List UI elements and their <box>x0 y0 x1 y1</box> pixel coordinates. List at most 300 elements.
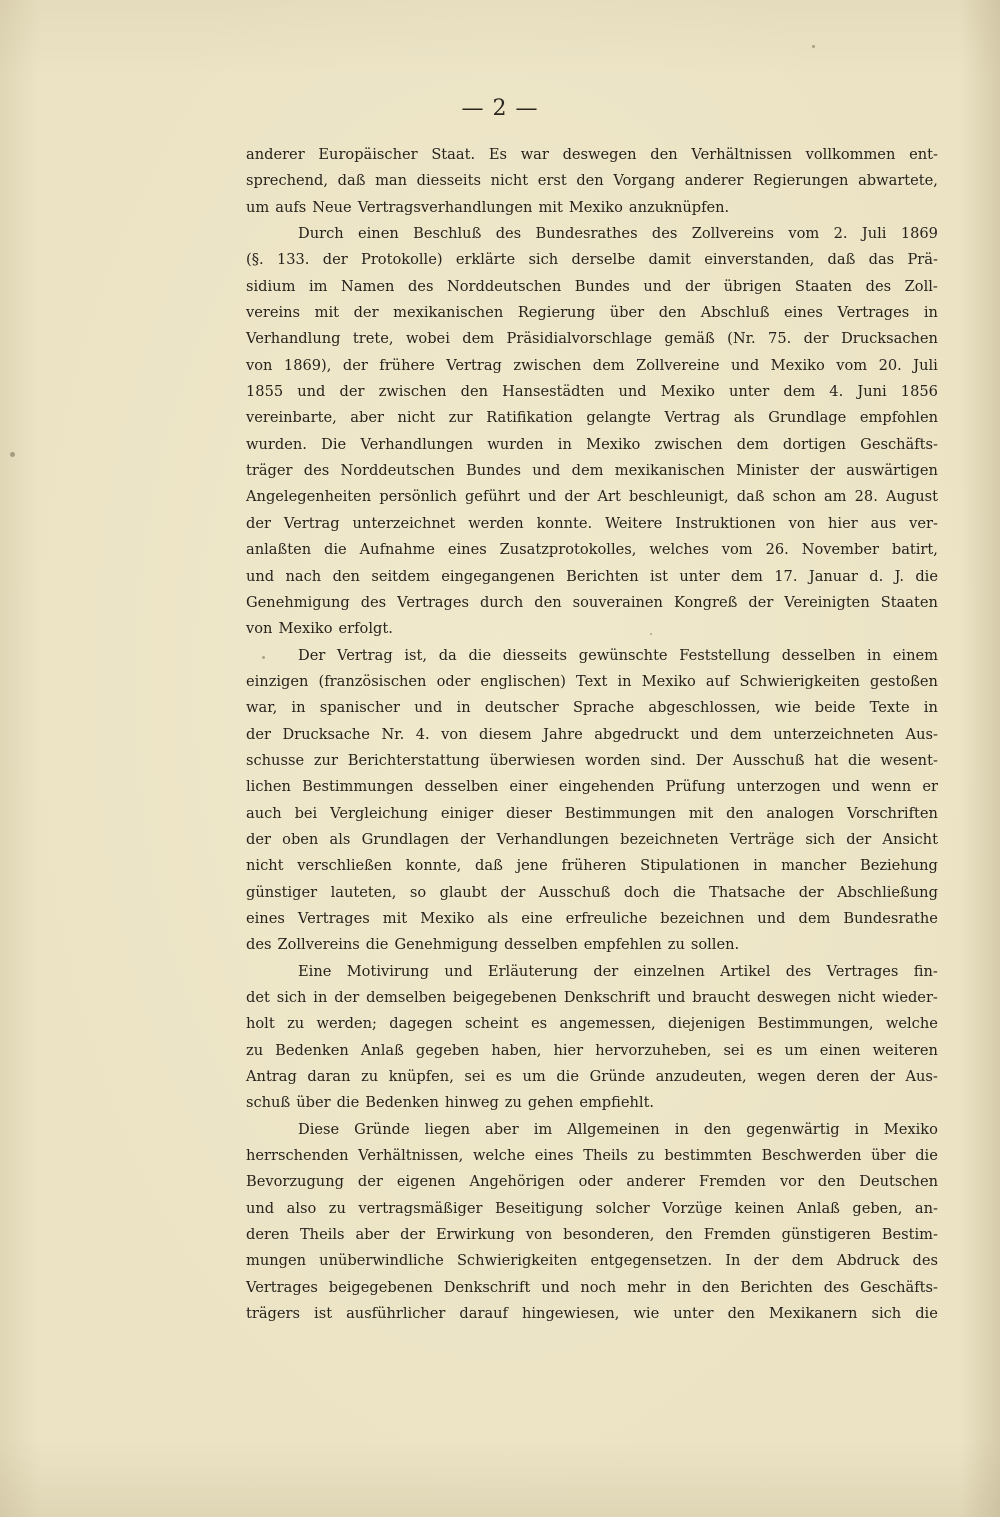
word: erfreuliche <box>565 909 648 927</box>
word: (§. <box>246 251 264 269</box>
text-line <box>246 748 938 774</box>
word: wenn <box>871 778 912 796</box>
word: der <box>339 383 365 401</box>
word: da <box>438 646 457 664</box>
word: die <box>365 936 389 954</box>
word: daß <box>827 251 856 269</box>
word: Weitere <box>605 514 663 532</box>
word: knüpfen, <box>388 1068 454 1086</box>
word: Durch <box>298 225 344 243</box>
word: zwischen <box>513 356 582 374</box>
word: desselben <box>424 778 499 796</box>
word: schuß <box>246 1094 291 1112</box>
word: von <box>788 514 816 532</box>
word: deren <box>246 1226 289 1244</box>
word: Motivirung <box>346 962 430 980</box>
word: und <box>643 277 672 295</box>
word: Verhältnissen <box>691 146 792 163</box>
word: Bedenken <box>365 1094 439 1112</box>
word: diesseits <box>416 172 481 190</box>
text-line <box>246 643 938 669</box>
word: dem <box>592 356 625 374</box>
word: um <box>784 1041 808 1059</box>
word: demselben <box>366 989 447 1006</box>
word: an- <box>914 1199 938 1217</box>
word: Januar <box>808 567 858 585</box>
word: mehr <box>627 1278 666 1296</box>
word: eine <box>521 909 553 927</box>
word: eines <box>447 541 487 559</box>
word: des <box>495 225 522 243</box>
word: Beschwerden <box>761 1147 862 1165</box>
word: werden; <box>316 1015 377 1033</box>
text-line <box>246 379 938 405</box>
word: verschließen <box>297 857 392 875</box>
word: auf <box>705 672 730 690</box>
word: wobei <box>405 330 450 348</box>
word: ist <box>649 567 669 585</box>
text-line <box>246 564 938 590</box>
word: des <box>407 277 434 295</box>
word: und <box>444 962 473 980</box>
word: einzigen <box>246 672 309 690</box>
word: und <box>657 989 686 1006</box>
word: der <box>803 330 829 348</box>
word: beigegebenen <box>452 989 557 1006</box>
word: gelangte <box>586 409 651 427</box>
word: Mexiko <box>770 356 825 374</box>
word: Ausschuß <box>538 883 611 901</box>
word: 28. <box>854 488 878 506</box>
word: Bestim- <box>881 1226 938 1244</box>
word: mit <box>314 304 340 322</box>
word: also <box>286 1199 317 1217</box>
word: deswegen <box>756 989 831 1006</box>
word: den <box>460 383 489 401</box>
word: erfolgt. <box>338 620 393 638</box>
text-line <box>246 590 938 616</box>
word: Allgemeinen <box>567 1120 660 1138</box>
word: der <box>400 1226 426 1244</box>
word: Mexikanern <box>768 1305 858 1323</box>
word: zu <box>504 1094 522 1112</box>
word: in <box>291 699 306 717</box>
word: in <box>456 699 471 717</box>
word: darauf <box>459 1305 508 1323</box>
word: empfehlen <box>583 936 662 954</box>
text-line <box>246 695 938 721</box>
word: der <box>810 462 835 480</box>
word: Der <box>695 751 724 769</box>
word: dem <box>731 567 763 585</box>
word: 75. <box>768 330 792 348</box>
word: des <box>865 277 892 295</box>
word: Gründe <box>589 1068 645 1086</box>
text-line <box>246 932 938 958</box>
word: vertragsmäßiger <box>358 1199 483 1217</box>
word: eigenen <box>396 1173 456 1191</box>
word: Denkschrift <box>443 1278 531 1296</box>
word: Fremden <box>703 1226 771 1244</box>
text-line <box>246 142 938 168</box>
word: Vertrages <box>826 962 899 980</box>
word: träger <box>246 462 293 480</box>
word: mexikanischen <box>393 304 504 322</box>
word: und <box>731 356 760 374</box>
word: und <box>297 383 326 401</box>
word: Verhandlungen <box>360 435 473 453</box>
word: Jahre <box>543 725 583 743</box>
word: zu <box>287 1015 305 1033</box>
word: 1856 <box>900 383 938 401</box>
word: Präsidialvorschlage <box>506 330 652 348</box>
word: hier <box>553 1041 584 1059</box>
word: gestoßen <box>870 672 938 690</box>
word: Nr. <box>381 725 405 743</box>
word: frühere <box>379 356 435 374</box>
word: desselben <box>781 646 856 664</box>
word: Berichten <box>740 1278 813 1296</box>
word: schon <box>772 488 816 506</box>
word: analogen <box>766 804 835 822</box>
word: den <box>332 567 360 585</box>
word: Zollvereins <box>277 936 360 954</box>
word: diejenigen <box>668 1015 746 1033</box>
word: in <box>854 1120 869 1138</box>
word: 133. <box>276 251 310 269</box>
word: wurden. <box>246 435 307 453</box>
word: Verhandlungen <box>496 830 609 848</box>
word: diesseits <box>502 646 568 664</box>
word: eingehenden <box>558 778 655 796</box>
word: so <box>409 883 427 901</box>
word: empfohlen <box>859 409 938 427</box>
word: der <box>564 488 590 506</box>
word: zu <box>246 1041 264 1059</box>
word: Staaten <box>794 277 853 295</box>
word: aus <box>870 514 897 532</box>
word: den <box>650 146 678 163</box>
text-line <box>246 1090 938 1116</box>
word: erklärte <box>455 251 516 269</box>
word: hat <box>814 751 839 769</box>
word: Ansicht <box>882 830 938 848</box>
word: den <box>727 1305 755 1323</box>
word: Ratifikation <box>486 409 573 427</box>
word: vor <box>779 1173 804 1191</box>
word: zur <box>448 409 473 427</box>
word: geben, <box>852 1199 903 1217</box>
word: welche <box>473 1147 526 1165</box>
word: wie <box>633 1305 660 1323</box>
word: braucht <box>692 989 751 1006</box>
word: haben, <box>491 1041 542 1059</box>
word: der <box>246 830 271 848</box>
word: d. <box>869 567 884 585</box>
word: und <box>246 1199 275 1217</box>
word: englischen) <box>480 672 566 690</box>
word: abgeschlossen, <box>648 699 761 717</box>
word: Vereinigten <box>784 593 870 611</box>
word: den <box>534 593 562 611</box>
text-line <box>246 616 938 642</box>
word: Theils <box>299 1226 345 1244</box>
word: der <box>334 989 360 1006</box>
word: Prä- <box>907 251 938 269</box>
word: zu <box>637 1147 655 1165</box>
word: Minister <box>736 462 799 480</box>
text-line <box>246 458 938 484</box>
word: noch <box>580 1278 617 1296</box>
word: Angehörigen <box>469 1173 565 1191</box>
word: persönlich <box>379 488 457 506</box>
text-line <box>246 326 938 352</box>
word: holt <box>246 1015 275 1033</box>
word: bei <box>294 804 318 822</box>
word: ver- <box>909 514 938 532</box>
word: der <box>246 725 271 743</box>
word: Art <box>597 488 621 506</box>
word: früheren <box>561 857 627 875</box>
paper-speck <box>812 45 815 48</box>
word: Zoll- <box>904 277 938 295</box>
word: gemäß <box>664 330 715 348</box>
word: keinen <box>734 1199 785 1217</box>
word: Bundes <box>574 277 630 295</box>
word: Instruktionen <box>675 514 776 532</box>
text-line <box>246 1064 938 1090</box>
text-line <box>246 300 938 326</box>
word: dem <box>729 725 762 743</box>
word: 26. <box>765 541 789 559</box>
word: Norddeutschen <box>340 462 455 480</box>
word: Die <box>321 435 347 453</box>
word: dem <box>462 330 495 348</box>
word: unterzeichnet <box>352 514 456 532</box>
text-line <box>246 880 938 906</box>
word: Grundlagen <box>361 830 450 848</box>
word: Thatsache <box>709 883 786 901</box>
word: über <box>871 1147 906 1165</box>
word: Antrag <box>246 1068 297 1086</box>
page-number: — 2 — <box>461 96 539 121</box>
word: Verhandlung <box>246 330 341 348</box>
word: die <box>915 1147 938 1165</box>
word: Geschäfts- <box>860 1278 938 1296</box>
word: Genehmigung <box>246 593 350 611</box>
word: scheint <box>465 1015 519 1033</box>
word: es <box>756 1041 773 1059</box>
word: glaubt <box>439 883 487 901</box>
word: sich <box>805 830 836 848</box>
word: Mexiko <box>420 909 475 927</box>
word: Gründe <box>354 1120 410 1138</box>
word: nicht <box>490 172 529 190</box>
word: oder <box>436 672 471 690</box>
word: in <box>753 857 768 875</box>
word: dem <box>783 383 816 401</box>
word: Abschließung <box>837 883 938 901</box>
word: solcher <box>595 1199 650 1217</box>
text-line <box>246 959 938 985</box>
word: det <box>246 989 270 1006</box>
word: lichen <box>246 778 291 796</box>
word: Zusatzprotokolles, <box>499 541 637 559</box>
word: und <box>528 488 557 506</box>
word: als <box>733 409 755 427</box>
word: Sprache <box>572 699 635 717</box>
word: 20. <box>878 356 902 374</box>
word: hingewiesen, <box>521 1305 620 1323</box>
word: anderer <box>246 146 305 163</box>
word: Bevorzugung <box>246 1173 344 1191</box>
word: werden <box>468 514 524 532</box>
word: sich <box>871 1305 902 1323</box>
word: war <box>520 146 549 163</box>
word: 1855 <box>246 383 284 401</box>
word: gegeben <box>415 1041 480 1059</box>
word: beide <box>814 699 856 717</box>
word: sollen. <box>690 936 740 954</box>
word: der <box>593 962 619 980</box>
word: liegen <box>424 1120 470 1138</box>
word: vom <box>836 356 868 374</box>
text-line <box>246 1117 938 1143</box>
text-line <box>246 985 938 1011</box>
word: den <box>726 804 754 822</box>
word: gehen <box>527 1094 574 1112</box>
word: dem <box>736 435 769 453</box>
word: Vertrages <box>246 1278 318 1296</box>
word: einverstanden, <box>704 251 815 269</box>
word: Mexiko <box>660 383 715 401</box>
word: wieder- <box>882 989 938 1006</box>
word: Verhältnissen, <box>358 1147 464 1165</box>
word: angemessen, <box>559 1015 656 1033</box>
word: Artikel <box>720 962 771 980</box>
word: einer <box>509 778 548 796</box>
word: Schwierigkeiten <box>739 672 860 690</box>
word: August <box>885 488 938 506</box>
word: von <box>246 356 273 374</box>
word: Bundes <box>465 462 521 480</box>
word: empfiehlt. <box>579 1094 655 1112</box>
word: sei <box>723 1041 745 1059</box>
word: Aufnahme <box>359 541 435 559</box>
word: trete, <box>352 330 394 348</box>
word: übrigen <box>723 277 782 295</box>
word: Vertragsverhandlungen <box>357 198 533 216</box>
text-line <box>246 405 938 431</box>
word: Bedenken <box>275 1041 349 1059</box>
word: von <box>441 725 468 743</box>
word: mancher <box>781 857 847 875</box>
word: des <box>360 593 387 611</box>
word: Staaten <box>880 593 938 611</box>
word: erst <box>537 172 567 190</box>
word: über <box>296 1094 331 1112</box>
word: Neue <box>312 198 352 216</box>
word: unterzogen <box>736 778 821 796</box>
word: zur <box>313 751 338 769</box>
word: mit <box>382 909 408 927</box>
word: anderer <box>626 1173 686 1191</box>
word: November <box>801 541 879 559</box>
word: es <box>495 1068 512 1086</box>
paper-speck <box>10 452 15 457</box>
word: (französischen <box>318 672 427 690</box>
word: und <box>618 383 647 401</box>
word: deswegen <box>562 146 637 163</box>
word: und <box>541 1278 570 1296</box>
word: Kongreß <box>673 593 738 611</box>
word: ausführlicher <box>346 1305 446 1323</box>
word: Text <box>576 672 608 690</box>
word: der <box>798 883 824 901</box>
word: Diese <box>298 1120 340 1138</box>
word: spanischer <box>319 699 400 717</box>
word: 1869 <box>900 225 938 243</box>
word: hier <box>828 514 858 532</box>
text-line <box>246 1169 938 1195</box>
word: aber <box>350 409 384 427</box>
word: war, <box>246 699 278 717</box>
word: batirt, <box>891 541 938 559</box>
word: wegen <box>757 1068 806 1086</box>
word: Zollvereine <box>636 356 720 374</box>
word: dieser <box>506 804 552 822</box>
word: 17. <box>774 567 798 585</box>
text-line <box>246 853 938 879</box>
word: den <box>703 1120 732 1138</box>
word: man <box>375 172 408 190</box>
word: trägers <box>246 1305 300 1323</box>
word: Verträge <box>729 830 795 848</box>
word: vom <box>788 225 820 243</box>
word: geführt <box>464 488 520 506</box>
word: anderer <box>684 172 744 190</box>
word: Bundesrathes <box>535 225 638 243</box>
word: Aus- <box>905 725 938 743</box>
word: der <box>748 593 774 611</box>
word: und <box>532 462 561 480</box>
word: der <box>753 1252 779 1270</box>
text-line <box>246 247 938 273</box>
word: Drucksache <box>282 725 370 743</box>
word: derselbe <box>571 251 636 269</box>
word: durch <box>479 593 524 611</box>
word: Vertrages <box>837 304 910 322</box>
word: souverainen <box>572 593 663 611</box>
word: Bestimmungen <box>564 804 676 822</box>
word: daran <box>307 1068 351 1086</box>
word: vollkommen <box>805 146 896 163</box>
word: hervorzuheben, <box>595 1041 712 1059</box>
word: Abdruck <box>836 1252 900 1270</box>
word: damit <box>648 251 691 269</box>
text-line <box>246 484 938 510</box>
word: unterzeichneten <box>773 725 895 743</box>
word: und <box>690 725 719 743</box>
word: wie <box>774 699 801 717</box>
word: zwischen <box>378 383 447 401</box>
word: abwartete, <box>858 172 938 190</box>
word: Texte <box>869 699 910 717</box>
word: einzelnen <box>633 962 705 980</box>
word: Eine <box>298 962 332 980</box>
word: aber <box>355 1226 390 1244</box>
word: Vertrages <box>297 909 370 927</box>
